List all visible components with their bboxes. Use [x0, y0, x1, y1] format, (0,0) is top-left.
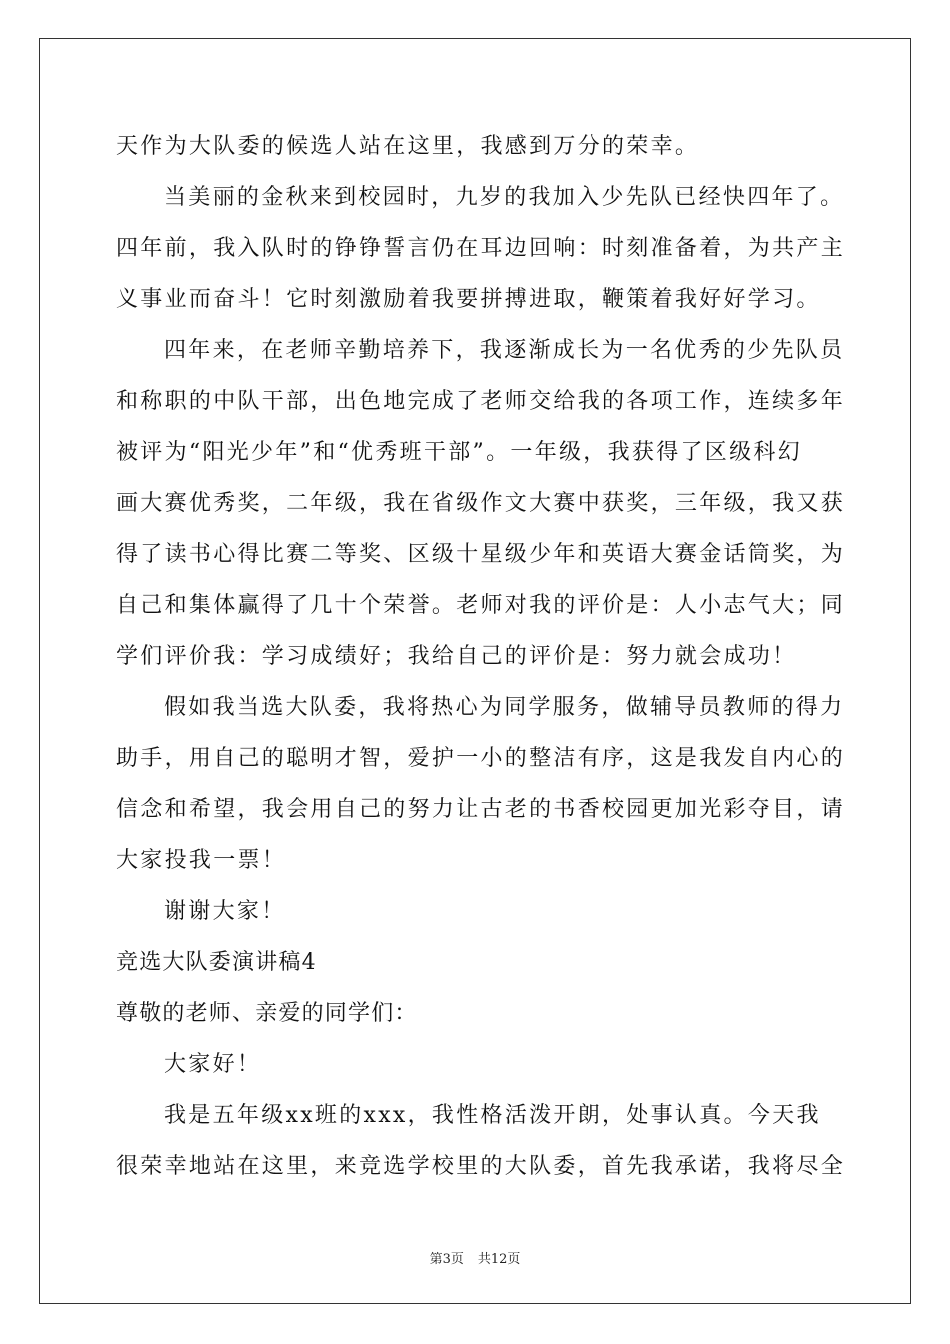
page-number-total: 共12页 — [477, 1252, 521, 1267]
closing-line: 谢谢大家！ — [164, 899, 286, 924]
paragraph-line: 四年前，我入队时的铮铮誓言仍在耳边回响：时刻准备着，为共产主 — [116, 236, 846, 261]
paragraph-line: 当美丽的金秋来到校园时，九岁的我加入少先队已经快四年了。 — [164, 185, 845, 210]
paragraph-line: 学们评价我：学习成绩好；我给自己的评价是：努力就会成功！ — [116, 644, 797, 669]
paragraph-line: 大家投我一票！ — [116, 848, 287, 873]
paragraph-line: 假如我当选大队委，我将热心为同学服务，做辅导员教师的得力 — [164, 695, 845, 720]
paragraph-line: 很荣幸地站在这里，来竞选学校里的大队委，首先我承诺，我将尽全 — [116, 1154, 846, 1179]
paragraph-line: 画大赛优秀奖，二年级，我在省级作文大赛中获奖，三年级，我又获 — [116, 491, 846, 516]
page-footer — [0, 1248, 950, 1267]
paragraph-line: 助手，用自己的聪明才智，爱护一小的整洁有序，这是我发自内心的 — [116, 746, 846, 771]
paragraph-line: 和称职的中队干部，出色地完成了老师交给我的各项工作，连续多年 — [116, 389, 846, 414]
paragraph-line: 信念和希望，我会用自己的努力让古老的书香校园更加光彩夺目，请 — [116, 797, 846, 822]
paragraph-line: 天作为大队委的候选人站在这里，我感到万分的荣幸。 — [116, 134, 700, 159]
greeting: 大家好！ — [164, 1052, 262, 1077]
paragraph-line: 四年来，在老师辛勤培养下，我逐渐成长为一名优秀的少先队员 — [164, 338, 845, 363]
page-number-current: 第3页 — [429, 1252, 464, 1267]
paragraph-line: 被评为“阳光少年”和“优秀班干部”。一年级，我获得了区级科幻 — [116, 440, 802, 465]
section-heading: 竞选大队委演讲稿4 — [116, 950, 317, 975]
paragraph-line: 义事业而奋斗！它时刻激励着我要拼搏进取，鞭策着我好好学习。 — [116, 287, 821, 312]
paragraph-line: 自己和集体赢得了几十个荣誉。老师对我的评价是：人小志气大；同 — [116, 593, 846, 618]
salutation: 尊敬的老师、亲爱的同学们： — [116, 1001, 418, 1026]
paragraph-line: 我是五年级xx班的xxx，我性格活泼开朗，处事认真。今天我 — [164, 1103, 821, 1128]
paragraph-line: 得了读书心得比赛二等奖、区级十星级少年和英语大赛金话筒奖，为 — [116, 542, 846, 567]
